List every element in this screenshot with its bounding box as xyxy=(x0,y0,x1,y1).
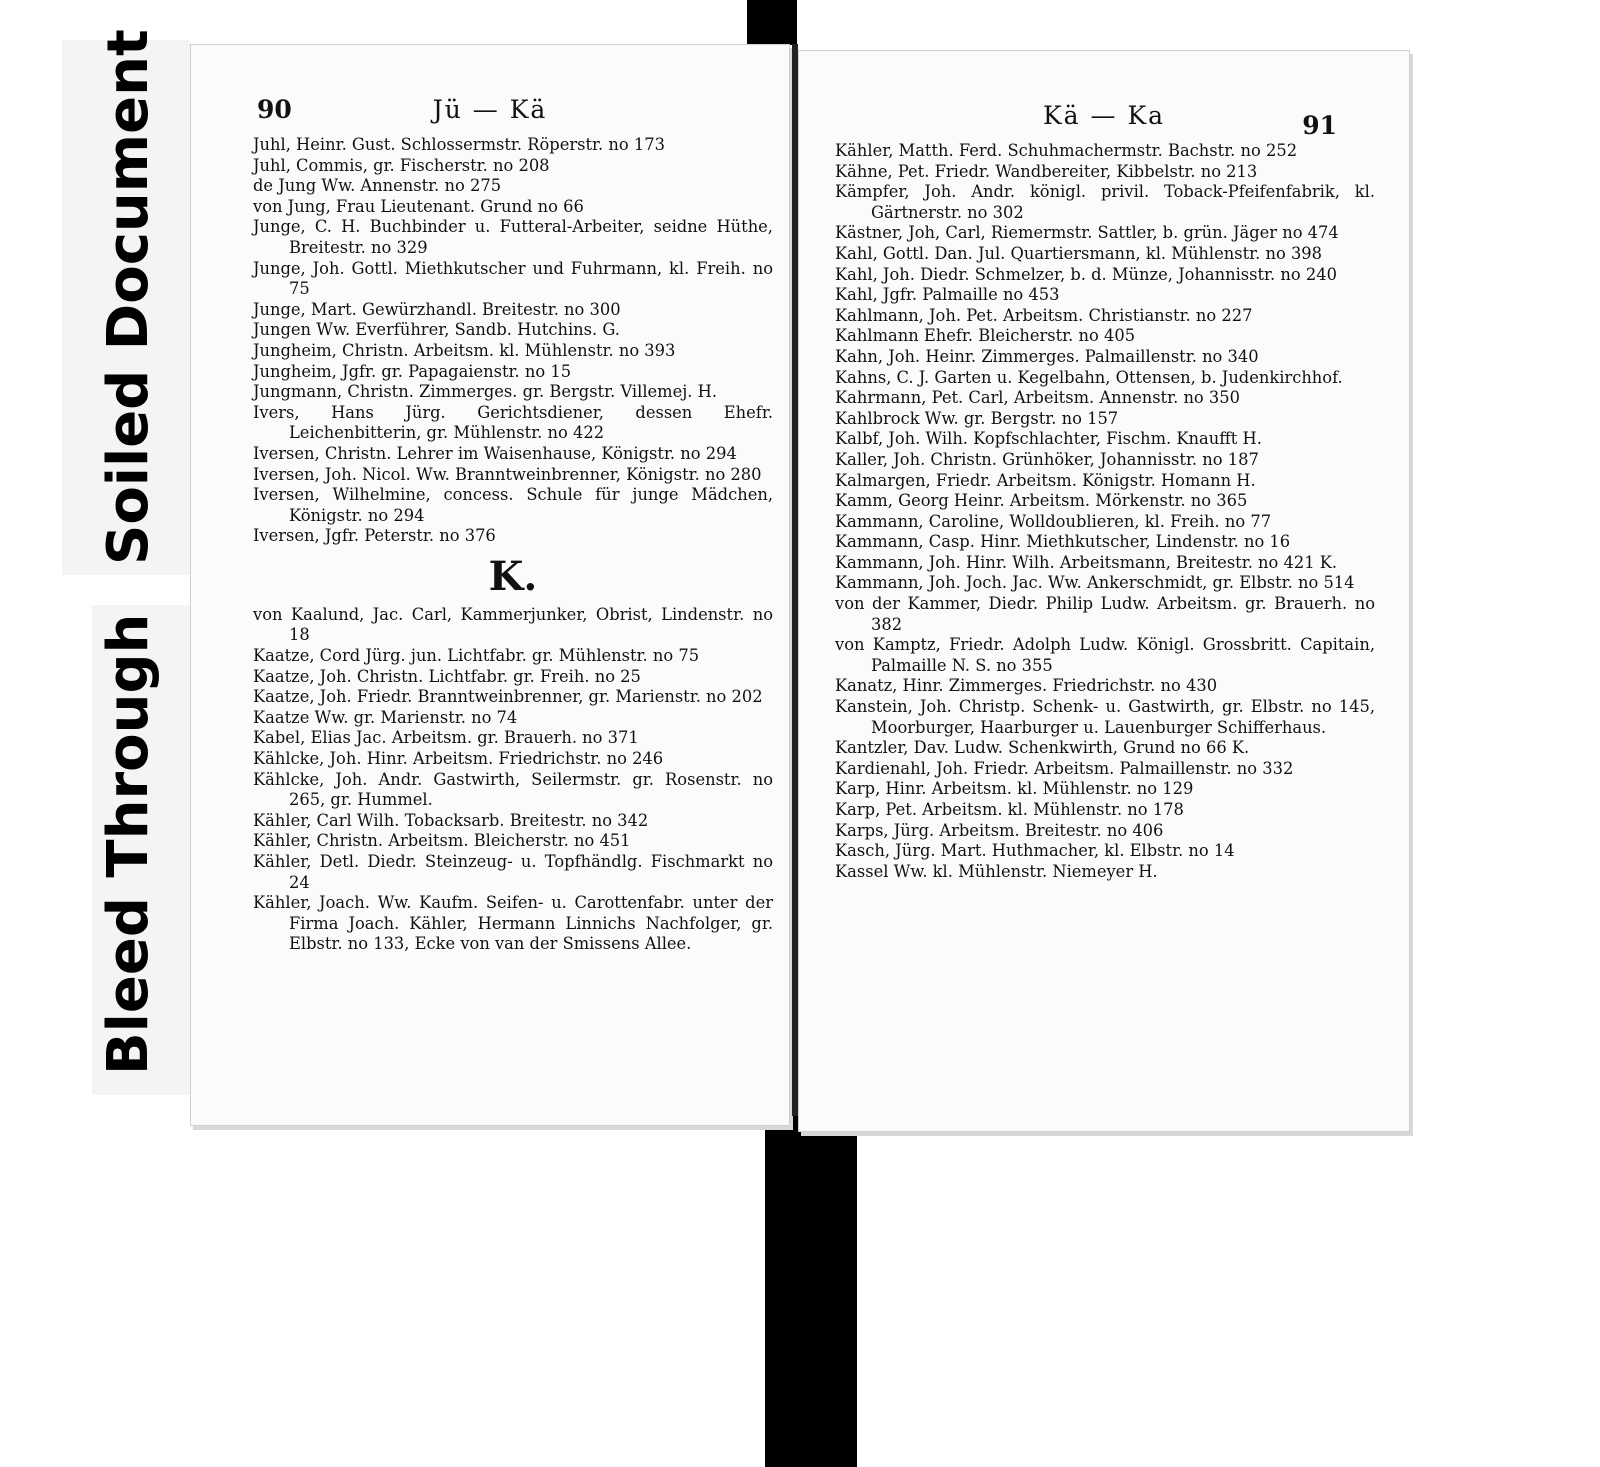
binding-bar-top xyxy=(747,0,797,45)
soiled-document-label: Soiled Document xyxy=(96,29,161,565)
directory-entry: Kamm, Georg Heinr. Arbeitsm. Mörkenstr. no 365 xyxy=(835,491,1248,511)
directory-entry: Kahlbrock Ww. gr. Bergstr. no 157 xyxy=(835,408,1119,428)
directory-entry: Kaller, Joh. Christn. Grünhöker, Johannisstr. no 187 xyxy=(835,449,1259,469)
directory-entry: Kantzler, Dav. Ludw. Schenkwirth, Grund no 66 K. xyxy=(835,738,1250,758)
directory-entry: Junge, Joh. Gottl. Miethkutscher und Fuhrmann, kl. Freih. no 75 xyxy=(253,258,773,299)
directory-entry: Ivers, Hans Jürg. Gerichtsdiener, dessen Ehefr. Leichenbitterin, gr. Mühlenstr. no 422 xyxy=(253,402,773,443)
directory-entry: Kähler, Joach. Ww. Kaufm. Seifen- u. Carottenfabr. unter der Firma Joach. Kähler, Hermann Linnichs Nachfolger, gr. Elbstr. no 133, Ecke von van der Smissens Allee. xyxy=(253,893,773,954)
directory-entry: Kassel Ww. kl. Mühlenstr. Niemeyer H. xyxy=(835,861,1158,881)
directory-entry: Kaatze, Cord Jürg. jun. Lichtfabr. gr. Mühlenstr. no 75 xyxy=(253,646,700,666)
directory-entry: Kählcke, Joh. Andr. Gastwirth, Seilermstr. gr. Rosenstr. no 265, gr. Hummel. xyxy=(253,769,773,810)
directory-entry: Kalbf, Joh. Wilh. Kopfschlachter, Fischm. Knaufft H. xyxy=(835,429,1262,449)
left-entries-after-section xyxy=(253,605,773,955)
directory-entry: Kaatze Ww. gr. Marienstr. no 74 xyxy=(253,707,518,727)
directory-entry: Kahns, C. J. Garten u. Kegelbahn, Ottensen, b. Judenkirchhof. xyxy=(835,367,1343,387)
directory-entry: Kabel, Elias Jac. Arbeitsm. gr. Brauerh. no 371 xyxy=(253,728,639,748)
directory-entry: Kasch, Jürg. Mart. Huthmacher, kl. Elbstr. no 14 xyxy=(835,841,1235,861)
directory-entry: Kardienahl, Joh. Friedr. Arbeitsm. Palmaillenstr. no 332 xyxy=(835,758,1294,778)
left-page-header xyxy=(191,95,789,131)
directory-entry: Kähne, Pet. Friedr. Wandbereiter, Kibbelstr. no 213 xyxy=(835,161,1258,181)
directory-entry: Karp, Pet. Arbeitsm. kl. Mühlenstr. no 178 xyxy=(835,800,1184,819)
directory-entry: Jungheim, Christn. Arbeitsm. kl. Mühlenstr. no 393 xyxy=(253,340,676,360)
left-page-entries xyxy=(253,135,773,955)
left-page-running-head: Jü — Kä xyxy=(432,95,548,124)
directory-entry: Jungmann, Christn. Zimmerges. gr. Bergstr. Villemej. H. xyxy=(253,382,718,402)
directory-entry: Junge, C. H. Buchbinder u. Futteral-Arbeiter, seidne Hüthe, Breitestr. no 329 xyxy=(253,217,773,257)
directory-entry: Kästner, Joh, Carl, Riemermstr. Sattler, b. grün. Jäger no 474 xyxy=(835,223,1339,243)
directory-entry: Kähler, Matth. Ferd. Schuhmachermstr. Bachstr. no 252 xyxy=(835,141,1298,160)
directory-entry: Iversen, Joh. Nicol. Ww. Branntweinbrenner, Königstr. no 280 xyxy=(253,464,762,484)
directory-entry: Kahlmann Ehefr. Bleicherstr. no 405 xyxy=(835,326,1136,346)
directory-entry: Kähler, Detl. Diedr. Steinzeug- u. Topfhändlg. Fischmarkt no 24 xyxy=(253,852,773,892)
directory-entry: Kanstein, Joh. Christp. Schenk- u. Gastwirth, gr. Elbstr. no 145, Moorburger, Haarburger u. Lauenburger Schifferhaus. xyxy=(835,697,1375,737)
binding-bar-bottom xyxy=(765,1112,857,1467)
directory-entry: Jungen Ww. Everführer, Sandb. Hutchins. G. xyxy=(253,320,620,340)
directory-entry: Junge, Mart. Gewürzhandl. Breitestr. no 300 xyxy=(253,299,621,319)
directory-entry: Iversen, Wilhelmine, concess. Schule für junge Mädchen, Königstr. no 294 xyxy=(253,485,773,525)
directory-entry: Kammann, Casp. Hinr. Miethkutscher, Lindenstr. no 16 xyxy=(835,532,1291,552)
left-page-number: 90 xyxy=(257,95,292,124)
directory-entry: Iversen, Jgfr. Peterstr. no 376 xyxy=(253,526,496,546)
directory-entry: Kämpfer, Joh. Andr. königl. privil. Toback-Pfeifenfabrik, kl. Gärtnerstr. no 302 xyxy=(835,182,1375,222)
directory-entry: Kammann, Caroline, Wolldoublieren, kl. Freih. no 77 xyxy=(835,511,1272,531)
right-page-number: 91 xyxy=(1302,111,1337,140)
directory-entry: Kaatze, Joh. Christn. Lichtfabr. gr. Freih. no 25 xyxy=(253,666,641,686)
directory-entry: Kahlmann, Joh. Pet. Arbeitsm. Christianstr. no 227 xyxy=(835,305,1253,325)
directory-entry: Juhl, Heinr. Gust. Schlossermstr. Röperstr. no 173 xyxy=(253,135,665,154)
right-page-entries xyxy=(835,141,1375,882)
right-entries-list xyxy=(835,141,1375,882)
directory-entry: Kähler, Carl Wilh. Tobacksarb. Breitestr. no 342 xyxy=(253,810,649,830)
directory-entry: von Kaalund, Jac. Carl, Kammerjunker, Obrist, Lindenstr. no 18 xyxy=(253,604,773,645)
directory-entry: von der Kammer, Diedr. Philip Ludw. Arbeitsm. gr. Brauerh. no 382 xyxy=(835,594,1375,634)
directory-entry: Kanatz, Hinr. Zimmerges. Friedrichstr. no 430 xyxy=(835,676,1218,696)
directory-entry: Kahrmann, Pet. Carl, Arbeitsm. Annenstr. no 350 xyxy=(835,388,1240,408)
directory-entry: Kählcke, Joh. Hinr. Arbeitsm. Friedrichstr. no 246 xyxy=(253,749,664,769)
directory-entry: Kalmargen, Friedr. Arbeitsm. Königstr. Homann H. xyxy=(835,470,1256,490)
directory-entry: Kammann, Joh. Hinr. Wilh. Arbeitsmann, Breitestr. no 421 K. xyxy=(835,552,1338,572)
left-page xyxy=(190,44,790,1126)
bleed-through-label: Bleed Through xyxy=(96,613,161,1075)
section-letter-k: K. xyxy=(488,552,538,600)
directory-entry: Kahn, Joh. Heinr. Zimmerges. Palmaillenstr. no 340 xyxy=(835,346,1259,366)
directory-entry: de Jung Ww. Annenstr. no 275 xyxy=(253,176,502,196)
directory-entry: Juhl, Commis, gr. Fischerstr. no 208 xyxy=(253,155,550,175)
right-page-header xyxy=(799,101,1409,140)
directory-entry: von Kamptz, Friedr. Adolph Ludw. Königl. Grossbritt. Capitain, Palmaille N. S. no 355 xyxy=(835,635,1375,675)
right-page-running-head: Kä — Ka xyxy=(1042,101,1166,130)
directory-entry: Kahl, Joh. Diedr. Schmelzer, b. d. Münze, Johannisstr. no 240 xyxy=(835,264,1337,284)
directory-entry: Kaatze, Joh. Friedr. Branntweinbrenner, gr. Marienstr. no 202 xyxy=(253,687,763,707)
directory-entry: Karps, Jürg. Arbeitsm. Breitestr. no 406 xyxy=(835,820,1164,840)
directory-entry: Kähler, Christn. Arbeitsm. Bleicherstr. no 451 xyxy=(253,831,631,851)
directory-entry: Karp, Hinr. Arbeitsm. kl. Mühlenstr. no 129 xyxy=(835,779,1194,799)
directory-entry: Kahl, Gottl. Dan. Jul. Quartiersmann, kl. Mühlenstr. no 398 xyxy=(835,243,1323,263)
directory-entry: Kammann, Joh. Joch. Jac. Ww. Ankerschmidt, gr. Elbstr. no 514 xyxy=(835,573,1355,593)
directory-entry: Kahl, Jgfr. Palmaille no 453 xyxy=(835,285,1060,305)
right-page xyxy=(798,50,1410,1132)
directory-entry: von Jung, Frau Lieutenant. Grund no 66 xyxy=(253,196,584,216)
directory-entry: Iversen, Christn. Lehrer im Waisenhause, Königstr. no 294 xyxy=(253,443,737,463)
directory-entry: Jungheim, Jgfr. gr. Papagaienstr. no 15 xyxy=(253,361,572,381)
left-entries-before-section xyxy=(253,135,773,547)
